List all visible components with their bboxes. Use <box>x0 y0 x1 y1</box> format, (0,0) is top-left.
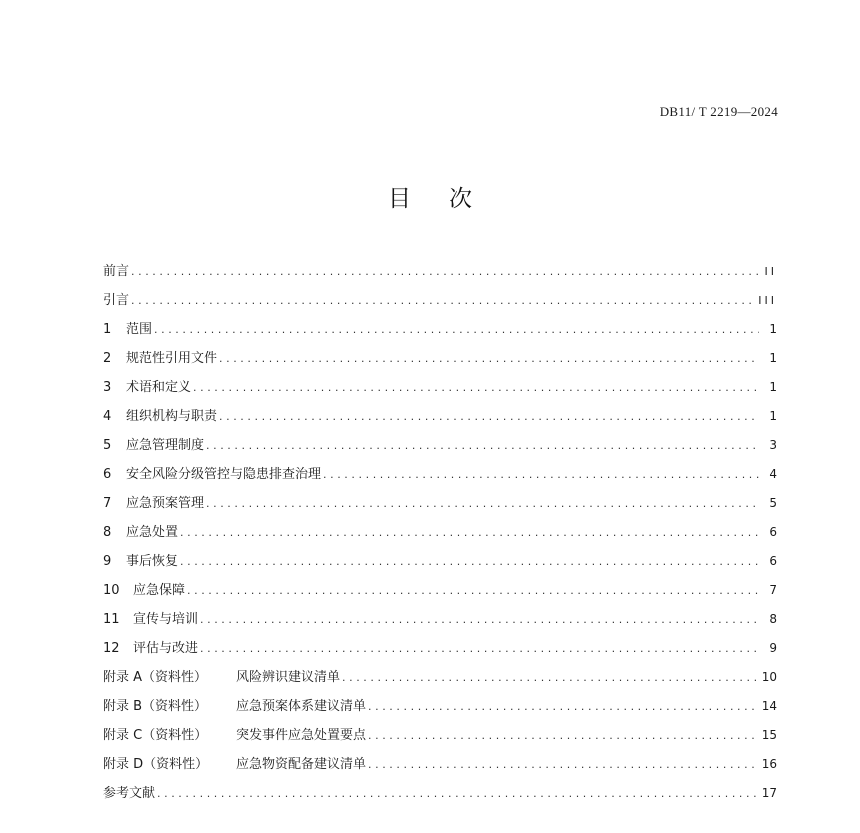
toc-entry[interactable] <box>103 750 777 779</box>
toc-label: 应急物资配备建议清单 <box>236 757 367 772</box>
toc-page-number: 5 <box>769 496 777 510</box>
toc-label: 突发事件应急处置要点 <box>236 728 367 743</box>
toc-page-number: 7 <box>769 583 777 597</box>
toc-label: 应急预案体系建议清单 <box>236 699 367 714</box>
toc-label: 应急处置 <box>126 525 179 540</box>
toc-page-number: 8 <box>769 612 777 626</box>
toc-leader-dots <box>193 373 759 402</box>
toc-leader-dots <box>131 257 759 286</box>
toc-label: 范围 <box>126 322 153 337</box>
toc-appendix-label: 附录 C（资料性） <box>103 728 208 743</box>
toc-section-number: 6 <box>103 467 112 482</box>
toc-entry[interactable] <box>103 779 777 808</box>
toc-leader-dots <box>368 750 758 779</box>
toc-entry[interactable] <box>103 721 777 750</box>
toc-label: 应急管理制度 <box>126 438 205 453</box>
toc-label: 术语和定义 <box>126 380 192 395</box>
toc-page-number: 17 <box>761 786 777 800</box>
toc-label: 引言 <box>103 293 130 308</box>
toc-entry[interactable] <box>103 692 777 721</box>
toc-appendix-label: 附录 B（资料性） <box>103 699 208 714</box>
toc-section-number: 8 <box>103 525 112 540</box>
toc-leader-dots <box>219 402 759 431</box>
toc-entry[interactable] <box>103 344 777 373</box>
toc-page-number: 1 <box>769 351 777 365</box>
toc-leader-dots <box>131 286 754 315</box>
toc-leader-dots <box>187 576 759 605</box>
toc-leader-dots <box>368 692 758 721</box>
toc-leader-dots <box>206 489 759 518</box>
toc-appendix-label: 附录 D（资料性） <box>103 757 209 772</box>
toc-entry[interactable] <box>103 315 777 344</box>
toc-entry[interactable] <box>103 402 777 431</box>
toc-page-number: 1 <box>769 409 777 423</box>
toc-entry[interactable] <box>103 605 777 634</box>
toc-page-number: 6 <box>769 525 777 539</box>
toc-page-number: 3 <box>769 438 777 452</box>
toc-section-number: 3 <box>103 380 112 395</box>
toc-entry[interactable] <box>103 547 777 576</box>
toc-page-number: II <box>764 265 777 278</box>
toc-page-number: 15 <box>761 728 777 742</box>
toc-page-number: 10 <box>761 670 777 684</box>
toc-page-number: 9 <box>769 641 777 655</box>
toc-label: 应急保障 <box>133 583 186 598</box>
toc-leader-dots <box>180 547 759 576</box>
toc-entry[interactable] <box>103 576 777 605</box>
toc-section-number: 5 <box>103 438 112 453</box>
toc-label: 参考文献 <box>103 786 156 801</box>
toc-section-number: 4 <box>103 409 112 424</box>
toc-leader-dots <box>200 634 759 663</box>
toc-leader-dots <box>157 779 758 808</box>
toc-leader-dots <box>206 431 759 460</box>
toc-section-number: 9 <box>103 554 112 569</box>
toc-label: 应急预案管理 <box>126 496 205 511</box>
toc-entry[interactable] <box>103 286 777 315</box>
toc-entry[interactable] <box>103 431 777 460</box>
toc-label: 风险辨识建议清单 <box>236 670 341 685</box>
toc-section-number: 1 <box>103 322 112 337</box>
toc-leader-dots <box>180 518 759 547</box>
toc-label: 评估与改进 <box>133 641 199 656</box>
toc-entry[interactable] <box>103 257 777 286</box>
toc-leader-dots <box>200 605 759 634</box>
toc-entry[interactable] <box>103 460 777 489</box>
toc-section-number: 10 <box>103 583 120 598</box>
toc-page-number: 6 <box>769 554 777 568</box>
toc-label: 安全风险分级管控与隐患排查治理 <box>126 467 322 482</box>
toc-entry[interactable] <box>103 373 777 402</box>
table-of-contents <box>103 257 777 808</box>
toc-label: 宣传与培训 <box>133 612 199 627</box>
toc-leader-dots <box>219 344 759 373</box>
toc-section-number: 2 <box>103 351 112 366</box>
toc-label: 组织机构与职责 <box>126 409 218 424</box>
toc-entry[interactable] <box>103 518 777 547</box>
toc-section-number: 12 <box>103 641 120 656</box>
toc-section-number: 11 <box>103 612 120 627</box>
toc-label: 规范性引用文件 <box>126 351 218 366</box>
toc-page-number: 1 <box>769 380 777 394</box>
toc-page-number: 4 <box>769 467 777 481</box>
toc-page-number: III <box>758 294 777 307</box>
toc-label: 事后恢复 <box>126 554 179 569</box>
toc-page-number: 14 <box>761 699 777 713</box>
toc-leader-dots <box>154 315 759 344</box>
toc-page-number: 1 <box>769 322 777 336</box>
toc-section-number: 7 <box>103 496 112 511</box>
toc-entry[interactable] <box>103 634 777 663</box>
toc-label: 前言 <box>103 264 130 279</box>
toc-leader-dots <box>368 721 758 750</box>
toc-entry[interactable] <box>103 663 777 692</box>
page-title: 目次 <box>388 186 510 212</box>
toc-entry[interactable] <box>103 489 777 518</box>
standard-code: DB11/ T 2219—2024 <box>659 104 778 119</box>
toc-leader-dots <box>342 663 758 692</box>
toc-leader-dots <box>323 460 759 489</box>
toc-page-number: 16 <box>761 757 777 771</box>
toc-appendix-label: 附录 A（资料性） <box>103 670 208 685</box>
